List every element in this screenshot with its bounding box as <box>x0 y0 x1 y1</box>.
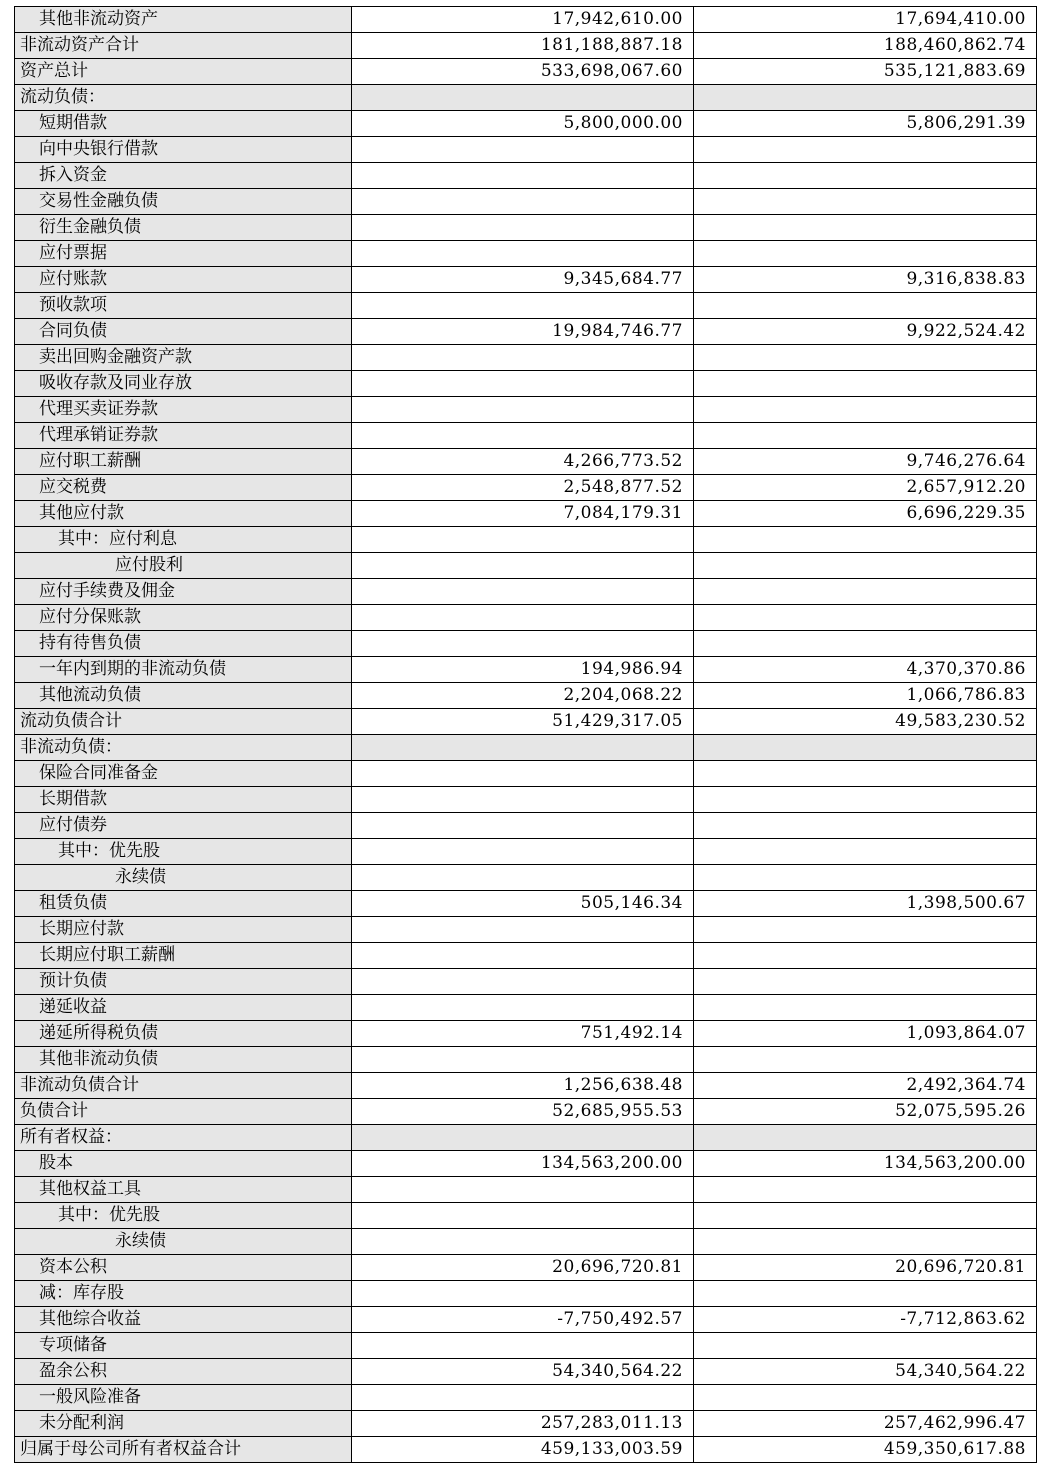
previous-period-value: 2,657,912.20 <box>694 475 1037 501</box>
current-period-value <box>352 605 694 631</box>
row-label: 代理承销证券款 <box>15 423 352 449</box>
row-label: 负债合计 <box>15 1099 352 1125</box>
current-period-value: 1,256,638.48 <box>352 1073 694 1099</box>
section-header-row <box>15 1125 1037 1151</box>
previous-period-value: 1,093,864.07 <box>694 1021 1037 1047</box>
table-row <box>15 423 1037 449</box>
row-label: 其中：优先股 <box>15 1203 352 1229</box>
current-period-value: 194,986.94 <box>352 657 694 683</box>
current-period-value <box>352 397 694 423</box>
previous-period-value: 134,563,200.00 <box>694 1151 1037 1177</box>
table-row <box>15 1203 1037 1229</box>
row-label: 预计负债 <box>15 969 352 995</box>
previous-period-value <box>694 345 1037 371</box>
table-row <box>15 1255 1037 1281</box>
table-row <box>15 579 1037 605</box>
table-row <box>15 995 1037 1021</box>
current-period-value <box>352 553 694 579</box>
current-period-value <box>352 371 694 397</box>
row-label: 应付债券 <box>15 813 352 839</box>
current-period-value <box>352 839 694 865</box>
row-label: 其中：优先股 <box>15 839 352 865</box>
row-label: 长期应付款 <box>15 917 352 943</box>
row-label: 租赁负债 <box>15 891 352 917</box>
table-row <box>15 267 1037 293</box>
table-row <box>15 631 1037 657</box>
table-row <box>15 1411 1037 1437</box>
previous-period-value: 4,370,370.86 <box>694 657 1037 683</box>
table-row <box>15 1099 1037 1125</box>
row-label: 预收款项 <box>15 293 352 319</box>
previous-period-value <box>694 813 1037 839</box>
table-row <box>15 891 1037 917</box>
previous-period-value <box>694 943 1037 969</box>
table-row <box>15 501 1037 527</box>
previous-period-value <box>694 1333 1037 1359</box>
previous-period-value <box>694 85 1037 111</box>
table-row <box>15 1151 1037 1177</box>
current-period-value <box>352 631 694 657</box>
table-row <box>15 1359 1037 1385</box>
row-label: 减：库存股 <box>15 1281 352 1307</box>
current-period-value <box>352 917 694 943</box>
previous-period-value <box>694 1125 1037 1151</box>
current-period-value <box>352 813 694 839</box>
section-header-row <box>15 735 1037 761</box>
current-period-value <box>352 1281 694 1307</box>
current-period-value <box>352 1125 694 1151</box>
current-period-value <box>352 969 694 995</box>
previous-period-value: 54,340,564.22 <box>694 1359 1037 1385</box>
previous-period-value: 17,694,410.00 <box>694 7 1037 33</box>
row-label: 其他流动负债 <box>15 683 352 709</box>
current-period-value <box>352 241 694 267</box>
table-row <box>15 137 1037 163</box>
current-period-value <box>352 995 694 1021</box>
table-row <box>15 189 1037 215</box>
previous-period-value <box>694 1281 1037 1307</box>
current-period-value <box>352 943 694 969</box>
previous-period-value: 1,398,500.67 <box>694 891 1037 917</box>
current-period-value <box>352 735 694 761</box>
current-period-value: 2,204,068.22 <box>352 683 694 709</box>
row-label: 其他综合收益 <box>15 1307 352 1333</box>
current-period-value <box>352 85 694 111</box>
row-label: 应付账款 <box>15 267 352 293</box>
previous-period-value <box>694 761 1037 787</box>
previous-period-value: 535,121,883.69 <box>694 59 1037 85</box>
table-row <box>15 397 1037 423</box>
current-period-value: 505,146.34 <box>352 891 694 917</box>
row-label: 应付分保账款 <box>15 605 352 631</box>
table-row <box>15 371 1037 397</box>
previous-period-value: 9,746,276.64 <box>694 449 1037 475</box>
previous-period-value: 1,066,786.83 <box>694 683 1037 709</box>
current-period-value <box>352 293 694 319</box>
row-label: 递延所得税负债 <box>15 1021 352 1047</box>
row-label: 其他非流动负债 <box>15 1047 352 1073</box>
previous-period-value <box>694 163 1037 189</box>
current-period-value <box>352 1047 694 1073</box>
row-label: 持有待售负债 <box>15 631 352 657</box>
previous-period-value: 6,696,229.35 <box>694 501 1037 527</box>
previous-period-value <box>694 839 1037 865</box>
previous-period-value: 5,806,291.39 <box>694 111 1037 137</box>
row-label: 其他权益工具 <box>15 1177 352 1203</box>
previous-period-value: 188,460,862.74 <box>694 33 1037 59</box>
row-label: 应付票据 <box>15 241 352 267</box>
row-label: 专项储备 <box>15 1333 352 1359</box>
previous-period-value: 459,350,617.88 <box>694 1437 1037 1463</box>
previous-period-value <box>694 241 1037 267</box>
current-period-value: 257,283,011.13 <box>352 1411 694 1437</box>
previous-period-value <box>694 579 1037 605</box>
row-label: 一般风险准备 <box>15 1385 352 1411</box>
current-period-value <box>352 1385 694 1411</box>
row-label: 合同负债 <box>15 319 352 345</box>
current-period-value: 19,984,746.77 <box>352 319 694 345</box>
row-label: 股本 <box>15 1151 352 1177</box>
current-period-value: 52,685,955.53 <box>352 1099 694 1125</box>
previous-period-value <box>694 1047 1037 1073</box>
previous-period-value <box>694 1229 1037 1255</box>
previous-period-value <box>694 995 1037 1021</box>
row-label: 资产总计 <box>15 59 352 85</box>
table-row <box>15 1177 1037 1203</box>
row-label: 其他应付款 <box>15 501 352 527</box>
row-label: 长期借款 <box>15 787 352 813</box>
previous-period-value <box>694 969 1037 995</box>
previous-period-value: 257,462,996.47 <box>694 1411 1037 1437</box>
row-label: 永续债 <box>15 865 352 891</box>
table-body <box>15 7 1037 1463</box>
table-row <box>15 59 1037 85</box>
table-row <box>15 709 1037 735</box>
row-label: 非流动负债合计 <box>15 1073 352 1099</box>
previous-period-value <box>694 215 1037 241</box>
previous-period-value <box>694 137 1037 163</box>
previous-period-value: 9,316,838.83 <box>694 267 1037 293</box>
previous-period-value: 9,922,524.42 <box>694 319 1037 345</box>
current-period-value: 2,548,877.52 <box>352 475 694 501</box>
current-period-value <box>352 189 694 215</box>
row-label: 卖出回购金融资产款 <box>15 345 352 371</box>
row-label: 向中央银行借款 <box>15 137 352 163</box>
row-label: 归属于母公司所有者权益合计 <box>15 1437 352 1463</box>
current-period-value: 54,340,564.22 <box>352 1359 694 1385</box>
row-label: 一年内到期的非流动负债 <box>15 657 352 683</box>
current-period-value: 7,084,179.31 <box>352 501 694 527</box>
current-period-value: 459,133,003.59 <box>352 1437 694 1463</box>
table-row <box>15 1333 1037 1359</box>
current-period-value <box>352 345 694 371</box>
current-period-value: 51,429,317.05 <box>352 709 694 735</box>
previous-period-value <box>694 1177 1037 1203</box>
table-row <box>15 7 1037 33</box>
row-label: 非流动负债： <box>15 735 352 761</box>
previous-period-value <box>694 527 1037 553</box>
previous-period-value <box>694 397 1037 423</box>
table-row <box>15 605 1037 631</box>
row-label: 其他非流动资产 <box>15 7 352 33</box>
row-label: 递延收益 <box>15 995 352 1021</box>
current-period-value <box>352 761 694 787</box>
table-row <box>15 787 1037 813</box>
current-period-value: 5,800,000.00 <box>352 111 694 137</box>
table-row <box>15 241 1037 267</box>
current-period-value <box>352 787 694 813</box>
previous-period-value <box>694 917 1037 943</box>
row-label: 非流动资产合计 <box>15 33 352 59</box>
row-label: 流动负债合计 <box>15 709 352 735</box>
current-period-value <box>352 527 694 553</box>
row-label: 所有者权益： <box>15 1125 352 1151</box>
current-period-value: 9,345,684.77 <box>352 267 694 293</box>
previous-period-value: 2,492,364.74 <box>694 1073 1037 1099</box>
table-row <box>15 1073 1037 1099</box>
balance-sheet-table <box>14 6 1037 1463</box>
previous-period-value <box>694 735 1037 761</box>
table-row <box>15 33 1037 59</box>
previous-period-value <box>694 631 1037 657</box>
table-row <box>15 345 1037 371</box>
table-row <box>15 319 1037 345</box>
current-period-value: 4,266,773.52 <box>352 449 694 475</box>
row-label: 吸收存款及同业存放 <box>15 371 352 397</box>
balance-sheet <box>14 6 1036 1463</box>
previous-period-value <box>694 423 1037 449</box>
table-row <box>15 111 1037 137</box>
table-row <box>15 293 1037 319</box>
table-row <box>15 761 1037 787</box>
current-period-value <box>352 865 694 891</box>
current-period-value: 20,696,720.81 <box>352 1255 694 1281</box>
row-label: 应付股利 <box>15 553 352 579</box>
current-period-value: -7,750,492.57 <box>352 1307 694 1333</box>
table-row <box>15 553 1037 579</box>
table-row <box>15 683 1037 709</box>
previous-period-value <box>694 371 1037 397</box>
current-period-value <box>352 1333 694 1359</box>
current-period-value <box>352 215 694 241</box>
row-label: 流动负债： <box>15 85 352 111</box>
table-row <box>15 215 1037 241</box>
previous-period-value <box>694 1203 1037 1229</box>
table-row <box>15 1229 1037 1255</box>
table-row <box>15 969 1037 995</box>
row-label: 代理买卖证券款 <box>15 397 352 423</box>
previous-period-value: 52,075,595.26 <box>694 1099 1037 1125</box>
table-row <box>15 1281 1037 1307</box>
section-header-row <box>15 85 1037 111</box>
table-row <box>15 657 1037 683</box>
table-row <box>15 839 1037 865</box>
row-label: 其中：应付利息 <box>15 527 352 553</box>
previous-period-value <box>694 189 1037 215</box>
previous-period-value <box>694 787 1037 813</box>
current-period-value: 134,563,200.00 <box>352 1151 694 1177</box>
current-period-value: 533,698,067.60 <box>352 59 694 85</box>
row-label: 应付手续费及佣金 <box>15 579 352 605</box>
previous-period-value: 20,696,720.81 <box>694 1255 1037 1281</box>
previous-period-value <box>694 553 1037 579</box>
table-row <box>15 1385 1037 1411</box>
previous-period-value <box>694 293 1037 319</box>
table-row <box>15 943 1037 969</box>
table-row <box>15 1021 1037 1047</box>
current-period-value <box>352 1229 694 1255</box>
row-label: 交易性金融负债 <box>15 189 352 215</box>
row-label: 未分配利润 <box>15 1411 352 1437</box>
current-period-value: 181,188,887.18 <box>352 33 694 59</box>
table-row <box>15 813 1037 839</box>
previous-period-value: 49,583,230.52 <box>694 709 1037 735</box>
current-period-value <box>352 163 694 189</box>
table-row <box>15 865 1037 891</box>
current-period-value <box>352 137 694 163</box>
row-label: 长期应付职工薪酬 <box>15 943 352 969</box>
previous-period-value: -7,712,863.62 <box>694 1307 1037 1333</box>
row-label: 应付职工薪酬 <box>15 449 352 475</box>
row-label: 盈余公积 <box>15 1359 352 1385</box>
current-period-value <box>352 1203 694 1229</box>
row-label: 资本公积 <box>15 1255 352 1281</box>
row-label: 保险合同准备金 <box>15 761 352 787</box>
previous-period-value <box>694 865 1037 891</box>
row-label: 拆入资金 <box>15 163 352 189</box>
table-row <box>15 1307 1037 1333</box>
row-label: 短期借款 <box>15 111 352 137</box>
table-row <box>15 527 1037 553</box>
current-period-value <box>352 579 694 605</box>
table-row <box>15 449 1037 475</box>
row-label: 应交税费 <box>15 475 352 501</box>
current-period-value <box>352 423 694 449</box>
current-period-value: 17,942,610.00 <box>352 7 694 33</box>
row-label: 永续债 <box>15 1229 352 1255</box>
current-period-value: 751,492.14 <box>352 1021 694 1047</box>
previous-period-value <box>694 605 1037 631</box>
table-row <box>15 917 1037 943</box>
table-row <box>15 1437 1037 1463</box>
table-row <box>15 1047 1037 1073</box>
table-row <box>15 163 1037 189</box>
previous-period-value <box>694 1385 1037 1411</box>
current-period-value <box>352 1177 694 1203</box>
table-row <box>15 475 1037 501</box>
row-label: 衍生金融负债 <box>15 215 352 241</box>
